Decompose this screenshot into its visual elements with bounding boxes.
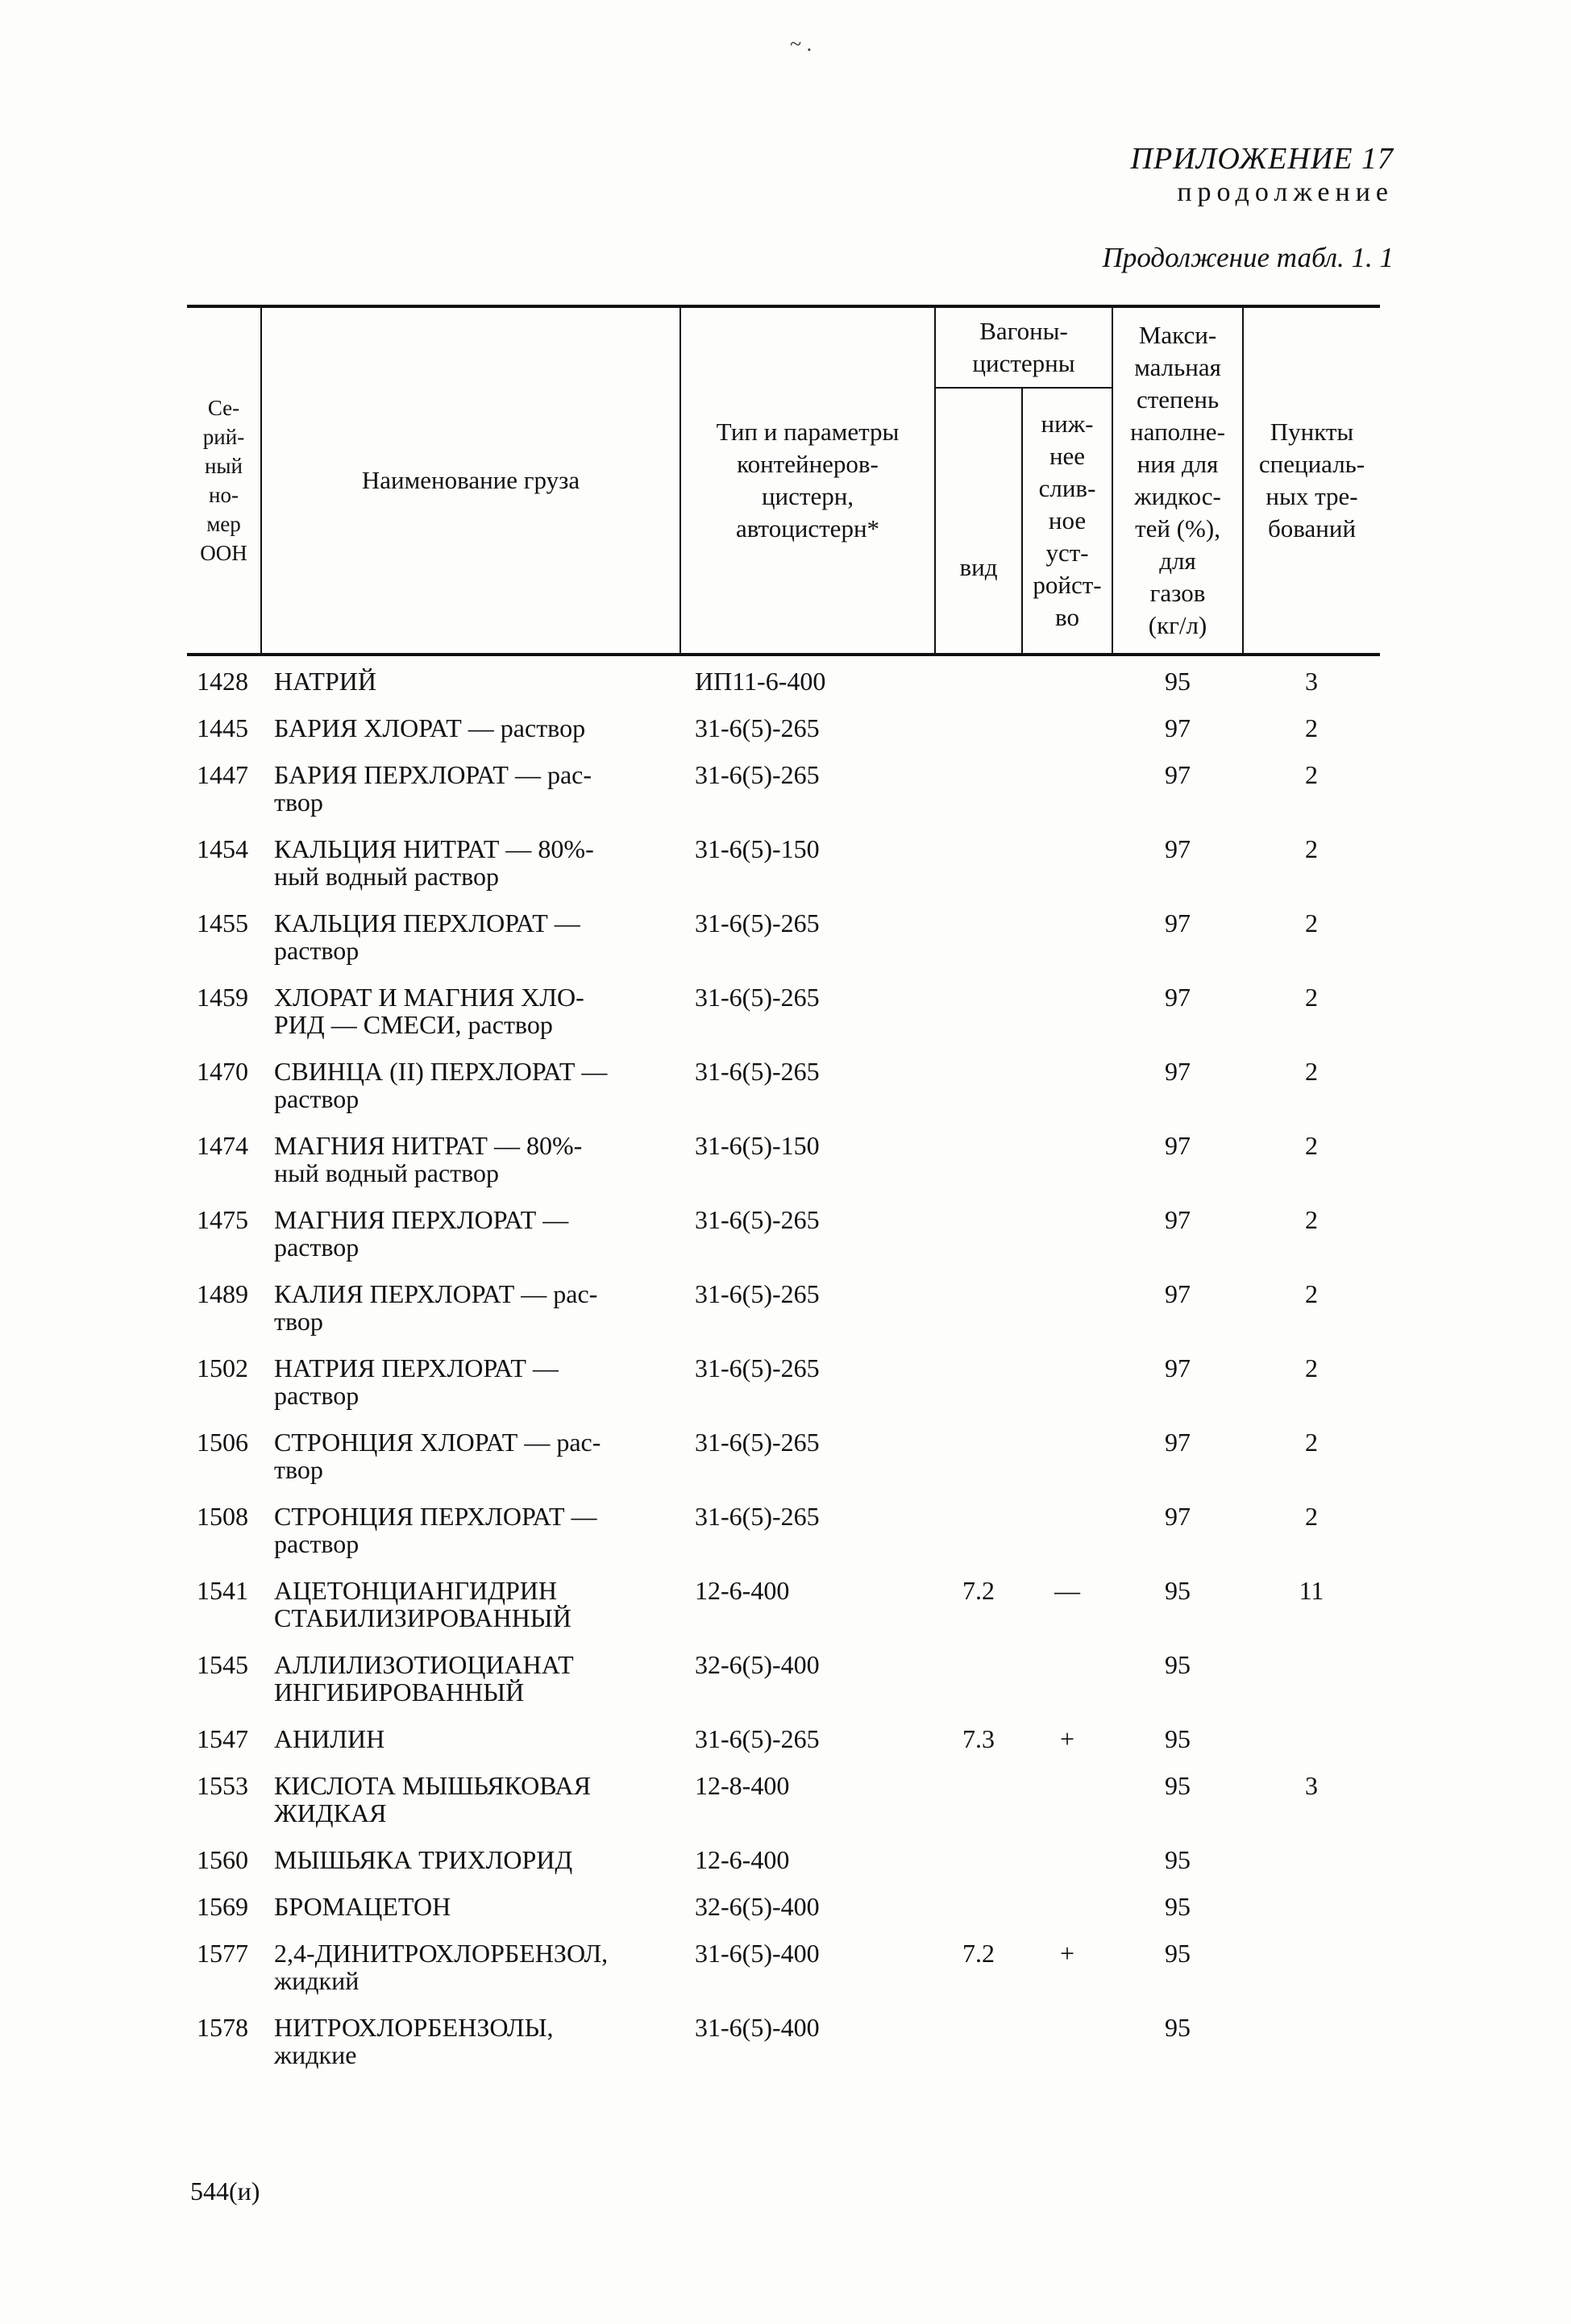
cargo-name: СТРОНЦИЯ ХЛОРАТ — рас- [274, 1428, 601, 1457]
tank-type-cell: 31-6(5)-150 [695, 834, 820, 863]
cargo-name-continuation: ИНГИБИРОВАННЫЙ [274, 1678, 525, 1707]
un-number-cell: 1428 [197, 667, 248, 696]
max-fill-cell: 97 [1165, 1353, 1191, 1382]
un-number-cell: 1569 [197, 1892, 248, 1921]
cargo-name-cell [261, 703, 680, 750]
un-number-cell: 1545 [197, 1650, 248, 1679]
cargo-name-continuation: твор [274, 1307, 323, 1336]
un-number-cell: 1508 [197, 1502, 248, 1531]
header-max-fill-text: Макси- мальная степень наполне- ния для жидкос- тей (%), для газов (кг/л) [1130, 321, 1225, 639]
cargo-name-cell [261, 824, 680, 898]
wagon-kind-cell [935, 898, 1022, 972]
un-number-cell: 1502 [197, 1353, 248, 1382]
cargo-name-cell [261, 1928, 680, 2002]
header-wagon-tanks-text: Вагоны- цистерны [972, 317, 1075, 377]
header-wagon-kind [935, 388, 1022, 655]
wagon-drain-cell [1022, 750, 1112, 824]
wagon-kind-cell [935, 1835, 1022, 1881]
cargo-name-cell [261, 1714, 680, 1761]
max-fill-cell: 97 [1165, 760, 1191, 789]
special-requirements-cell [1243, 1928, 1380, 2002]
tank-type-cell: 32-6(5)-400 [695, 1650, 820, 1679]
un-number-cell: 1474 [197, 1131, 248, 1160]
max-fill-cell: 97 [1165, 908, 1191, 937]
special-requirements-cell: 11 [1299, 1576, 1324, 1605]
un-number-cell: 1578 [197, 2013, 248, 2042]
footer-code: 544(и) [190, 2176, 260, 2206]
wagon-kind-cell [935, 1195, 1022, 1269]
cargo-name-cell [261, 1269, 680, 1343]
tank-type-cell: 31-6(5)-265 [695, 760, 820, 789]
special-requirements-cell: 3 [1305, 667, 1319, 696]
cargo-name-continuation: ный водный раствор [274, 862, 500, 891]
special-requirements-cell: 2 [1305, 983, 1319, 1012]
table-row [187, 824, 1380, 898]
cargo-name: МАГНИЯ НИТРАТ — 80%- [274, 1131, 583, 1160]
cargo-name-continuation: твор [274, 1455, 323, 1484]
table-row [187, 750, 1380, 824]
cargo-name: КАЛЬЦИЯ НИТРАТ — 80%- [274, 834, 594, 863]
table-row [187, 1835, 1380, 1881]
table-row [187, 1714, 1380, 1761]
cargo-name-cell [261, 1640, 680, 1714]
max-fill-cell: 97 [1165, 713, 1191, 742]
special-requirements-cell: 2 [1305, 834, 1319, 863]
cargo-name-cell [261, 1120, 680, 1195]
cargo-name-cell [261, 655, 680, 703]
cargo-name-cell [261, 1835, 680, 1881]
tank-type-cell: 31-6(5)-400 [695, 2013, 820, 2042]
wagon-drain-cell [1022, 1195, 1112, 1269]
cargo-table [187, 305, 1380, 2077]
special-requirements-cell: 2 [1305, 1353, 1319, 1382]
un-number-cell: 1560 [197, 1845, 248, 1874]
cargo-name-continuation: жидкие [274, 2040, 357, 2069]
tank-type-cell: 12-6-400 [695, 1845, 790, 1874]
special-requirements-cell: 2 [1305, 713, 1319, 742]
un-number-cell: 1459 [197, 983, 248, 1012]
cargo-name: АЛЛИЛИЗОТИОЦИАНАТ [274, 1650, 574, 1679]
special-requirements-cell [1243, 1835, 1380, 1881]
wagon-kind-cell [935, 655, 1022, 703]
table-row [187, 1120, 1380, 1195]
cargo-name-cell [261, 1417, 680, 1491]
wagon-drain-cell [1022, 1120, 1112, 1195]
table-row [187, 1269, 1380, 1343]
cargo-name: НАТРИЙ [274, 667, 376, 696]
cargo-name: НАТРИЯ ПЕРХЛОРАТ — [274, 1353, 559, 1382]
max-fill-cell: 95 [1165, 1650, 1191, 1679]
table-caption: Продолжение табл. 1. 1 [1102, 242, 1394, 273]
tank-type-cell: 31-6(5)-265 [695, 983, 820, 1012]
wagon-kind-cell [935, 703, 1022, 750]
wagon-kind-cell [935, 972, 1022, 1046]
cargo-name-cell [261, 1046, 680, 1120]
un-number-cell: 1447 [197, 760, 248, 789]
cargo-name: 2,4-ДИНИТРОХЛОРБЕНЗОЛ, [274, 1939, 609, 1968]
cargo-name: ХЛОРАТ И МАГНИЯ ХЛО- [274, 983, 584, 1012]
cargo-name-continuation: раствор [274, 1084, 360, 1113]
wagon-drain-cell [1022, 1343, 1112, 1417]
table-row [187, 1417, 1380, 1491]
cargo-name: КИСЛОТА МЫШЬЯКОВАЯ [274, 1771, 591, 1800]
wagon-drain-cell [1022, 1640, 1112, 1714]
wagon-kind-cell [935, 1881, 1022, 1928]
wagon-kind-cell [935, 1343, 1022, 1417]
un-number-cell: 1445 [197, 713, 248, 742]
cargo-name: МЫШЬЯКА ТРИХЛОРИД [274, 1845, 573, 1874]
un-number-cell: 1475 [197, 1205, 248, 1234]
cargo-name: НИТРОХЛОРБЕНЗОЛЫ, [274, 2013, 554, 2042]
tank-type-cell: 31-6(5)-265 [695, 908, 820, 937]
cargo-name-cell [261, 750, 680, 824]
header-wagon-drain-text: ниж- нее слив- ное уст- ройст- во [1033, 410, 1102, 631]
un-number-cell: 1454 [197, 834, 248, 863]
cargo-name-continuation: раствор [274, 936, 360, 965]
wagon-kind-cell: 7.2 [962, 1576, 995, 1605]
table-row [187, 1761, 1380, 1835]
special-requirements-cell [1243, 1881, 1380, 1928]
tank-type-cell: 31-6(5)-265 [695, 1279, 820, 1308]
table-row [187, 1640, 1380, 1714]
cargo-name: БРОМАЦЕТОН [274, 1892, 451, 1921]
table-row [187, 1046, 1380, 1120]
wagon-kind-cell [935, 1640, 1022, 1714]
cargo-name: КАЛИЯ ПЕРХЛОРАТ — рас- [274, 1279, 598, 1308]
tank-type-cell: 12-6-400 [695, 1576, 790, 1605]
header-special-requirements-text: Пункты специаль- ных тре- бований [1258, 418, 1365, 543]
special-requirements-cell: 2 [1305, 1131, 1319, 1160]
wagon-drain-cell: + [1059, 1724, 1075, 1753]
wagon-drain-cell [1022, 972, 1112, 1046]
max-fill-cell: 95 [1165, 667, 1191, 696]
cargo-name: АНИЛИН [274, 1724, 385, 1753]
max-fill-cell: 97 [1165, 1279, 1191, 1308]
tank-type-cell: 31-6(5)-265 [695, 1353, 820, 1382]
cargo-name-cell [261, 972, 680, 1046]
header-special-requirements [1243, 306, 1380, 655]
cargo-name-continuation: раствор [274, 1529, 360, 1558]
header-wagon-drain [1022, 388, 1112, 655]
tank-type-cell: 12-8-400 [695, 1771, 790, 1800]
header-serial-number-text: Се- рий- ный но- мер ООН [200, 396, 247, 565]
max-fill-cell: 97 [1165, 1428, 1191, 1457]
cargo-name: СВИНЦА (II) ПЕРХЛОРАТ — [274, 1057, 608, 1086]
wagon-drain-cell [1022, 824, 1112, 898]
cargo-table-body [187, 655, 1380, 2077]
tank-type-cell: 31-6(5)-265 [695, 1057, 820, 1086]
cargo-name: МАГНИЯ ПЕРХЛОРАТ — [274, 1205, 569, 1234]
header-wagon-kind-text: вид [959, 553, 998, 581]
max-fill-cell: 95 [1165, 1576, 1191, 1605]
wagon-drain-cell: — [1054, 1576, 1080, 1605]
wagon-kind-cell: 7.2 [962, 1939, 995, 1968]
header-wagon-tanks [935, 306, 1112, 388]
tank-type-cell: 31-6(5)-265 [695, 713, 820, 742]
special-requirements-cell: 2 [1305, 1428, 1319, 1457]
max-fill-cell: 95 [1165, 1771, 1191, 1800]
table-row [187, 972, 1380, 1046]
un-number-cell: 1577 [197, 1939, 248, 1968]
wagon-drain-cell [1022, 1881, 1112, 1928]
tank-type-cell: 31-6(5)-265 [695, 1205, 820, 1234]
table-row [187, 898, 1380, 972]
un-number-cell: 1470 [197, 1057, 248, 1086]
wagon-kind-cell [935, 1269, 1022, 1343]
header-tank-type [680, 306, 935, 655]
cargo-name-cell [261, 1195, 680, 1269]
un-number-cell: 1553 [197, 1771, 248, 1800]
cargo-name-continuation: раствор [274, 1233, 360, 1262]
un-number-cell: 1547 [197, 1724, 248, 1753]
special-requirements-cell: 2 [1305, 760, 1319, 789]
cargo-name: АЦЕТОНЦИАНГИДРИН [274, 1576, 557, 1605]
special-requirements-cell: 2 [1305, 1502, 1319, 1531]
header-max-fill [1112, 306, 1243, 655]
special-requirements-cell: 2 [1305, 1205, 1319, 1234]
max-fill-cell: 95 [1165, 1892, 1191, 1921]
appendix-title: ПРИЛОЖЕНИЕ 17 [1130, 142, 1394, 176]
wagon-drain-cell [1022, 1761, 1112, 1835]
cargo-name: БАРИЯ ХЛОРАТ — раствор [274, 713, 586, 742]
special-requirements-cell [1243, 1640, 1380, 1714]
wagon-drain-cell [1022, 703, 1112, 750]
table-row [187, 1195, 1380, 1269]
max-fill-cell: 97 [1165, 1502, 1191, 1531]
header-cargo-name [261, 306, 680, 655]
un-number-cell: 1506 [197, 1428, 248, 1457]
special-requirements-cell [1243, 2002, 1380, 2077]
table-row [187, 1343, 1380, 1417]
wagon-drain-cell [1022, 1417, 1112, 1491]
wagon-drain-cell [1022, 655, 1112, 703]
wagon-drain-cell [1022, 1835, 1112, 1881]
page-mark: ~ . [790, 32, 813, 56]
max-fill-cell: 97 [1165, 1131, 1191, 1160]
wagon-drain-cell [1022, 1269, 1112, 1343]
tank-type-cell: ИП11-6-400 [695, 667, 826, 696]
cargo-name-cell [261, 1881, 680, 1928]
un-number-cell: 1489 [197, 1279, 248, 1308]
cargo-name-cell [261, 1343, 680, 1417]
cargo-name-continuation: раствор [274, 1381, 360, 1410]
cargo-name-continuation: СТАБИЛИЗИРОВАННЫЙ [274, 1603, 571, 1632]
appendix-subtitle: продолжение [1177, 177, 1394, 207]
special-requirements-cell: 3 [1305, 1771, 1319, 1800]
header-serial-number [187, 306, 261, 655]
wagon-kind-cell [935, 824, 1022, 898]
cargo-name: БАРИЯ ПЕРХЛОРАТ — рас- [274, 760, 592, 789]
table-row [187, 1491, 1380, 1565]
wagon-kind-cell [935, 750, 1022, 824]
cargo-name: КАЛЬЦИЯ ПЕРХЛОРАТ — [274, 908, 580, 937]
tank-type-cell: 31-6(5)-150 [695, 1131, 820, 1160]
max-fill-cell: 95 [1165, 1939, 1191, 1968]
max-fill-cell: 97 [1165, 834, 1191, 863]
special-requirements-cell [1243, 1714, 1380, 1761]
header-tank-type-text: Тип и параметры контейнеров- цистерн, автоцистерн* [716, 418, 900, 543]
wagon-kind-cell [935, 1417, 1022, 1491]
special-requirements-cell: 2 [1305, 1279, 1319, 1308]
wagon-kind-cell [935, 1046, 1022, 1120]
tank-type-cell: 31-6(5)-265 [695, 1428, 820, 1457]
wagon-drain-cell: + [1059, 1939, 1075, 1968]
cargo-name: СТРОНЦИЯ ПЕРХЛОРАТ — [274, 1502, 597, 1531]
tank-type-cell: 31-6(5)-265 [695, 1724, 820, 1753]
un-number-cell: 1541 [197, 1576, 248, 1605]
table-row [187, 1881, 1380, 1928]
tank-type-cell: 31-6(5)-400 [695, 1939, 820, 1968]
cargo-name-cell [261, 2002, 680, 2077]
cargo-name-continuation: твор [274, 788, 323, 817]
max-fill-cell: 95 [1165, 1845, 1191, 1874]
special-requirements-cell: 2 [1305, 908, 1319, 937]
tank-type-cell: 32-6(5)-400 [695, 1892, 820, 1921]
wagon-drain-cell [1022, 898, 1112, 972]
max-fill-cell: 97 [1165, 1205, 1191, 1234]
wagon-drain-cell [1022, 2002, 1112, 2077]
table-row [187, 1928, 1380, 2002]
cargo-name-cell [261, 898, 680, 972]
cargo-name-cell [261, 1761, 680, 1835]
special-requirements-cell: 2 [1305, 1057, 1319, 1086]
cargo-name-continuation: ный водный раствор [274, 1158, 500, 1187]
table-row [187, 2002, 1380, 2077]
max-fill-cell: 95 [1165, 1724, 1191, 1753]
wagon-kind-cell [935, 2002, 1022, 2077]
max-fill-cell: 95 [1165, 2013, 1191, 2042]
header-cargo-name-text: Наименование груза [361, 466, 580, 494]
wagon-kind-cell [935, 1120, 1022, 1195]
cargo-name-cell [261, 1565, 680, 1640]
wagon-drain-cell [1022, 1046, 1112, 1120]
wagon-kind-cell [935, 1491, 1022, 1565]
wagon-kind-cell: 7.3 [962, 1724, 995, 1753]
table-row [187, 655, 1380, 703]
table-row [187, 703, 1380, 750]
un-number-cell: 1455 [197, 908, 248, 937]
cargo-name-cell [261, 1491, 680, 1565]
cargo-name-continuation: ЖИДКАЯ [274, 1798, 387, 1827]
wagon-drain-cell [1022, 1491, 1112, 1565]
wagon-kind-cell [935, 1761, 1022, 1835]
cargo-name-continuation: РИД — СМЕСИ, раствор [274, 1010, 553, 1039]
table-row [187, 1565, 1380, 1640]
max-fill-cell: 97 [1165, 1057, 1191, 1086]
max-fill-cell: 97 [1165, 983, 1191, 1012]
cargo-name-continuation: жидкий [274, 1966, 360, 1995]
tank-type-cell: 31-6(5)-265 [695, 1502, 820, 1531]
